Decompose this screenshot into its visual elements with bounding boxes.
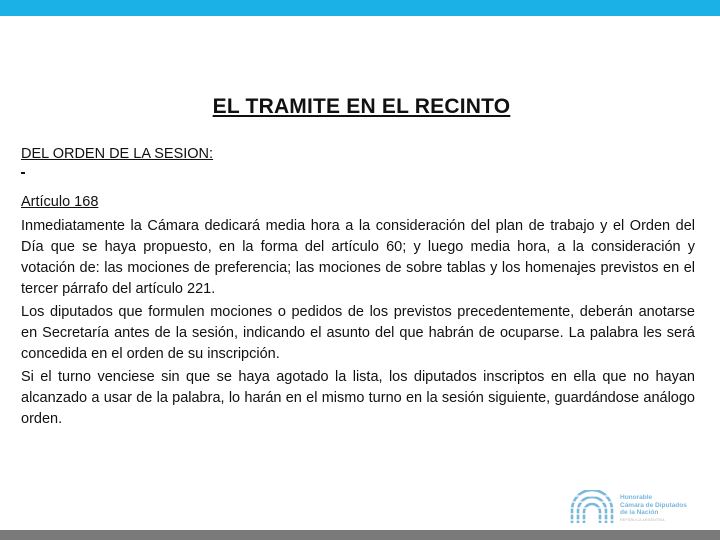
logo-line-1: Honorable — [620, 494, 653, 501]
paragraph-3: Si el turno venciese sin que se haya agotado la lista, los diputados inscriptos en ella que no hayan alcanzado a usar de la palabra, lo harán en el mismo turno en la sesión siguiente, guardándose análogo orden. — [21, 369, 695, 427]
logo-line-2: Cámara de Diputados — [620, 501, 687, 509]
logo-line-3: de la Nación — [620, 509, 659, 516]
page-title: EL TRAMITE EN EL RECINTO — [212, 95, 511, 118]
article-body — [21, 216, 695, 432]
logo-subtitle: REPÚBLICA ARGENTINA — [620, 518, 665, 522]
paragraph-2: Los diputados que formulen mociones o pedidos de los previstos precedentemente, deberán anotarse en Secretaría antes de la sesión, indicando el asunto del que habrán de ocuparse. La palabra les será concedida en el orden de su inscripción. — [21, 304, 695, 362]
top-accent-bar — [0, 0, 720, 16]
chamber-logo — [568, 490, 698, 524]
dash-mark — [21, 172, 25, 174]
paragraph-1: Inmediatamente la Cámara dedicará media hora a la consideración del plan de trabajo y el Orden del Día que se haya propuesto, en la forma del artículo 60; y luego media hora, a la consideración y votación de: las mociones de preferencia; las mociones de sobre tablas y los homenajes previstos en el tercer párrafo del artículo 221. — [21, 218, 695, 297]
bottom-bar — [0, 530, 720, 540]
congress-dome-icon — [568, 490, 616, 524]
section-heading: DEL ORDEN DE LA SESION: — [21, 146, 214, 162]
article-heading: Artículo 168 — [21, 194, 99, 210]
logo-text — [620, 494, 687, 517]
